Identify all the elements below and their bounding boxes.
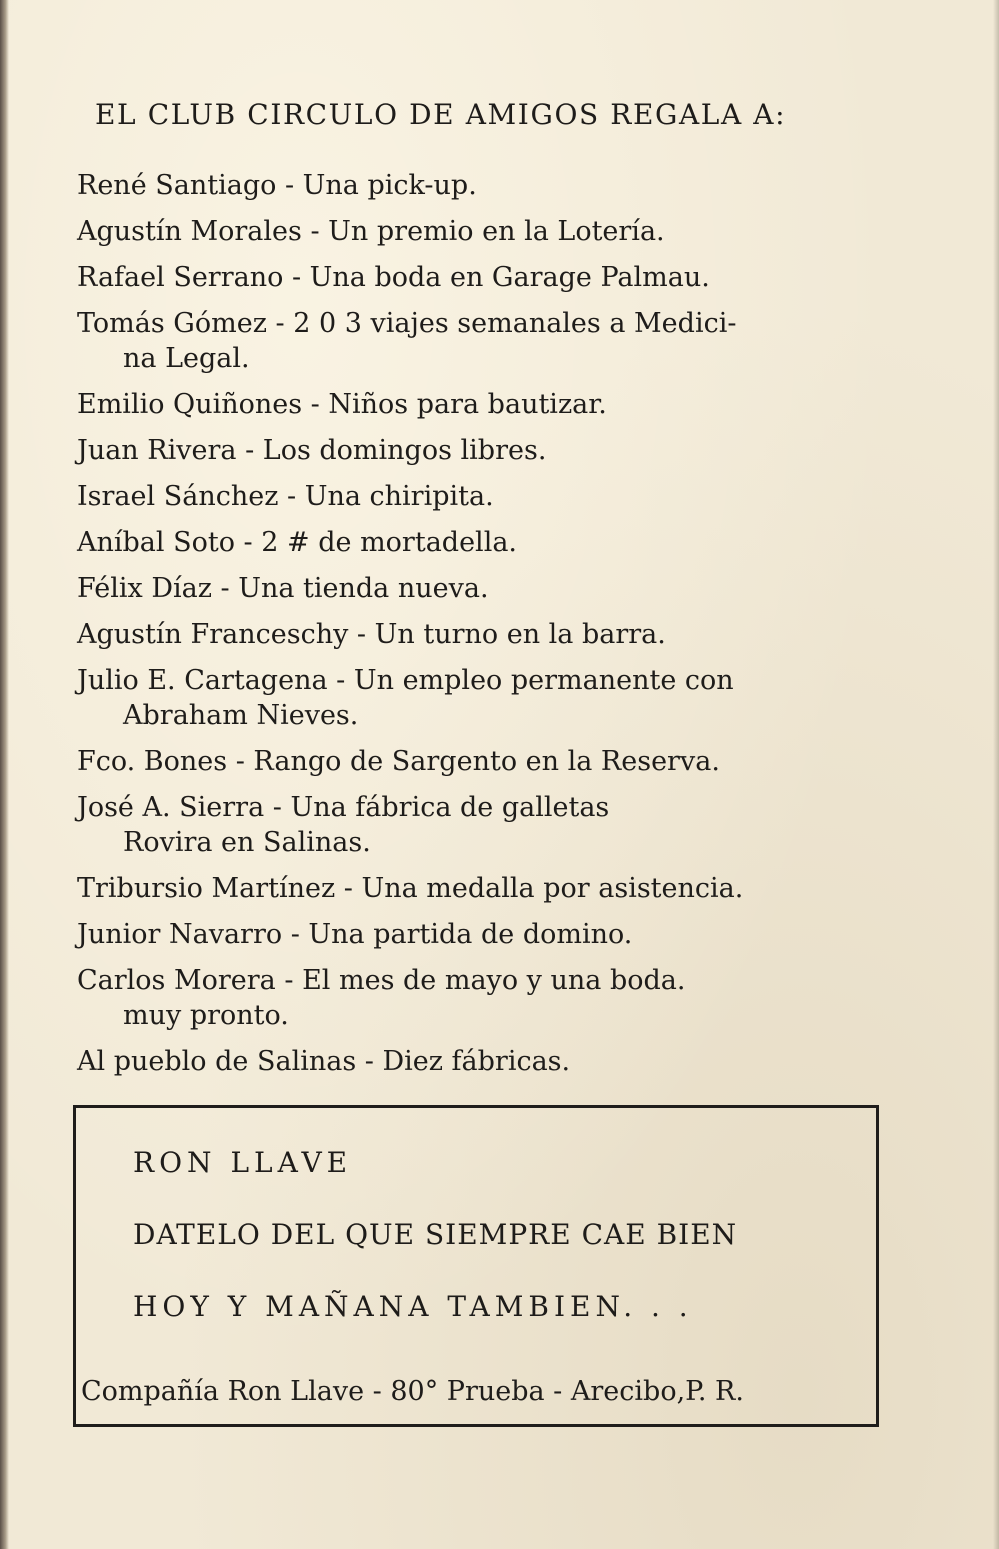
list-item xyxy=(77,790,957,860)
entry-text: Israel Sánchez - Una chiripita. xyxy=(77,481,494,512)
page-heading: EL CLUB CIRCULO DE AMIGOS REGALA A: xyxy=(95,98,787,131)
entry-text: Tomás Gómez - 2 0 3 viajes semanales a Medici- xyxy=(77,308,737,339)
list-item xyxy=(77,571,957,606)
list-item xyxy=(77,871,957,906)
list-item xyxy=(77,917,957,952)
entry-text: Tribursio Martínez - Una medalla por asistencia. xyxy=(77,873,744,904)
entry-continuation: muy pronto. xyxy=(123,1000,289,1031)
list-item xyxy=(77,744,957,779)
list-item xyxy=(77,963,957,1033)
entry-text: Juan Rivera - Los domingos libres. xyxy=(77,435,547,466)
entry-text: René Santiago - Una pick-up. xyxy=(77,170,477,201)
list-item xyxy=(77,387,957,422)
entry-text: Agustín Franceschy - Un turno en la barra. xyxy=(77,619,666,650)
entry-text: Agustín Morales - Un premio en la Lotería. xyxy=(77,216,665,247)
entry-text: Emilio Quiñones - Niños para bautizar. xyxy=(77,389,607,420)
entry-text: Junior Navarro - Una partida de domino. xyxy=(77,919,633,950)
ad-brand: RON LLAVE xyxy=(133,1146,353,1179)
advertisement-box xyxy=(73,1105,879,1427)
entry-continuation: Abraham Nieves. xyxy=(123,700,359,731)
list-item xyxy=(77,479,957,514)
list-item xyxy=(77,168,957,203)
ad-slogan: DATELO DEL QUE SIEMPRE CAE BIEN xyxy=(133,1218,738,1251)
entry-text: Aníbal Soto - 2 # de mortadella. xyxy=(77,527,518,558)
list-item xyxy=(77,1044,957,1079)
list-item xyxy=(77,617,957,652)
entry-text: Fco. Bones - Rango de Sargento en la Reserva. xyxy=(77,746,720,777)
entry-text: Carlos Morera - El mes de mayo y una boda. xyxy=(77,965,686,996)
entry-text: Rafael Serrano - Una boda en Garage Palmau. xyxy=(77,262,710,293)
page-binding-edge xyxy=(0,0,9,1549)
list-item xyxy=(77,260,957,295)
list-item xyxy=(77,306,957,376)
entry-continuation: na Legal. xyxy=(123,343,250,374)
list-item xyxy=(77,214,957,249)
page-outer-edge xyxy=(993,0,999,1549)
ad-footer: Compañía Ron Llave - 80° Prueba - Arecibo,P. R. xyxy=(81,1376,744,1407)
entry-text: Félix Díaz - Una tienda nueva. xyxy=(77,573,489,604)
ad-tagline: HOY Y MAÑANA TAMBIEN. . . xyxy=(133,1290,693,1323)
list-item xyxy=(77,525,957,560)
list-item xyxy=(77,663,957,733)
entry-text: José A. Sierra - Una fábrica de galletas xyxy=(77,792,610,823)
gift-list xyxy=(77,168,957,1090)
entry-text: Julio E. Cartagena - Un empleo permanente con xyxy=(77,665,734,696)
list-item xyxy=(77,433,957,468)
entry-text: Al pueblo de Salinas - Diez fábricas. xyxy=(77,1046,571,1077)
entry-continuation: Rovira en Salinas. xyxy=(123,827,371,858)
